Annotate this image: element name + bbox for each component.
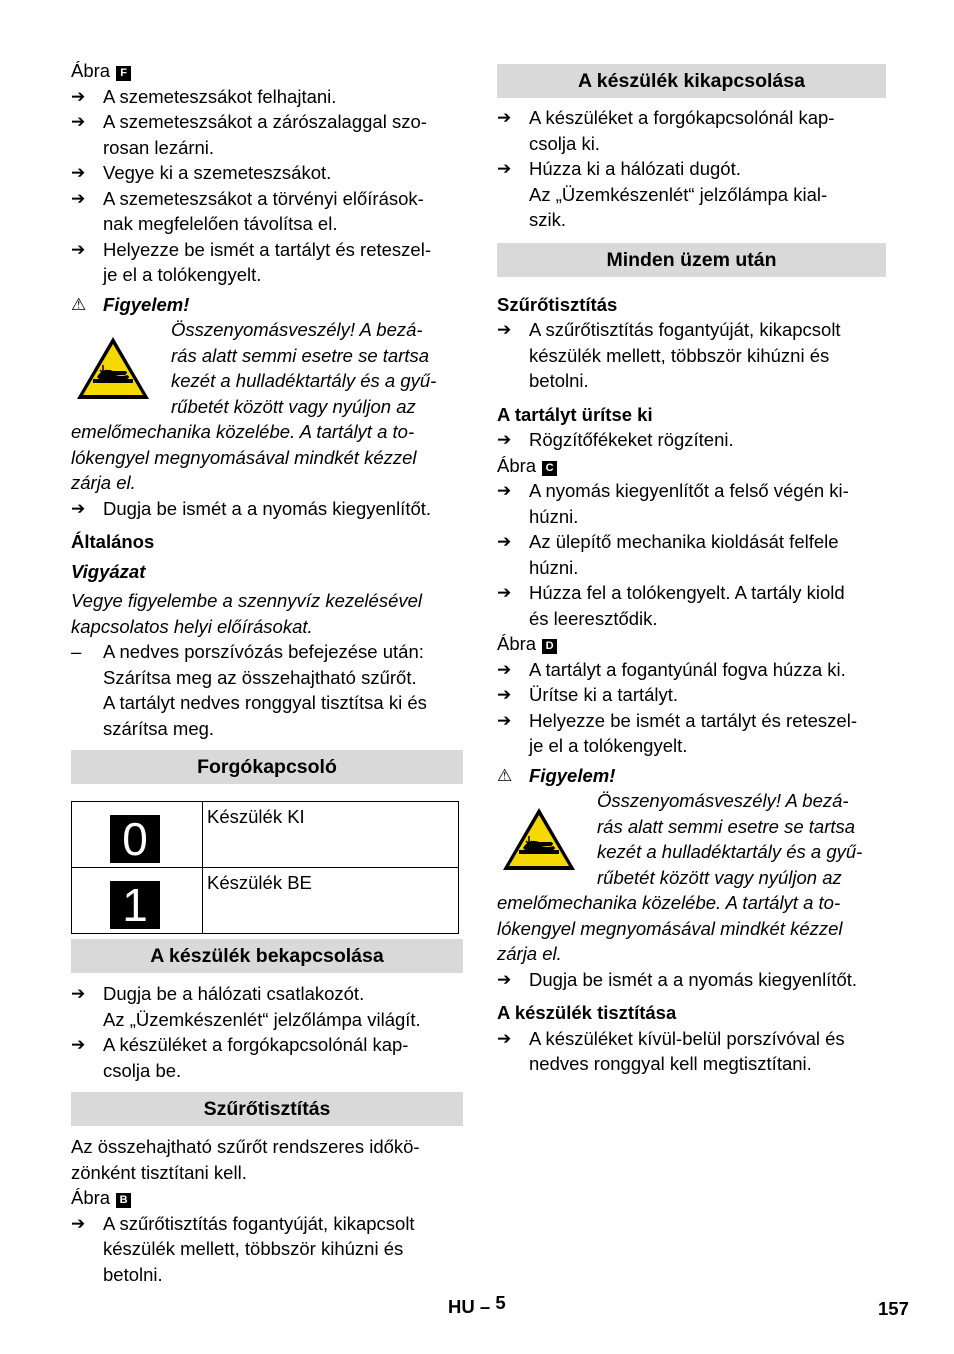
text-line: Dugja be a hálózati csatlakozót.: [103, 983, 365, 1004]
figure-ref-f: Ábra F: [71, 58, 463, 84]
text-line: Az „Üzemkészenlét“ jelzőlámpa világít.: [103, 1008, 421, 1030]
section-filter-cleaning: Szűrőtisztítás: [71, 1092, 463, 1126]
text-line: A szemeteszsákot a zárószalaggal szo-: [103, 111, 427, 132]
figure-ref-d: Ábra D: [497, 631, 886, 657]
text-line: Ürítse ki a tartályt.: [529, 684, 679, 705]
text-line: zönként tisztítani kell.: [71, 1161, 247, 1183]
text-line: készülék mellett, többször kihúzni és: [529, 344, 830, 366]
arrow-right-icon: ➔: [497, 430, 512, 449]
arrow-right-icon: ➔: [497, 532, 512, 551]
footer-language: HU – 5: [448, 1292, 506, 1317]
arrow-right-icon: ➔: [71, 112, 86, 131]
list-item: [71, 981, 463, 1032]
text-line: betolni.: [529, 370, 589, 391]
text-line: húzni.: [529, 505, 579, 527]
text-line: rosan lezárni.: [103, 136, 215, 158]
text-line: A készüléket a forgókapcsolónál kap-: [529, 107, 835, 128]
warning-body: [497, 788, 886, 967]
list-item: [71, 109, 463, 160]
table-row: [72, 802, 459, 868]
left-column: [71, 58, 463, 1287]
text-line: A szűrőtisztítás fogantyúját, kikapcsolt: [529, 319, 841, 340]
page-number: 157: [878, 1298, 909, 1319]
list-item: [497, 317, 886, 394]
arrow-right-icon: ➔: [71, 239, 86, 259]
section-switch: Forgókapcsoló: [71, 750, 463, 784]
text-line: Szárítsa meg az összehajtható szűrőt.: [103, 666, 417, 688]
arrow-right-icon: ➔: [497, 583, 512, 602]
section-after-operation: Minden üzem után: [497, 243, 886, 277]
list-item: [497, 682, 886, 708]
text-line: nak megfelelően távolítsa el.: [103, 213, 338, 234]
text-line: Helyezze be ismét a tartályt és reteszel-: [103, 238, 431, 260]
warning-text-line: lókengyel megnyomásával mindkét kézzel: [497, 917, 843, 939]
list-item: [71, 84, 463, 110]
warning-text-line: Összenyomásveszély! A bezá-: [171, 319, 423, 340]
list-item: [497, 105, 886, 156]
text-line: betolni.: [103, 1263, 163, 1285]
table-row: [72, 868, 459, 934]
text-line: je el a tolókengyelt.: [529, 735, 688, 756]
warning-text-line: emelőmechanika közelébe. A tartályt a to-: [497, 892, 841, 913]
text-line: Helyezze be ismét a tartályt és reteszel-: [529, 709, 857, 731]
switch-off-symbol: 0: [110, 815, 160, 863]
list-item: [497, 478, 886, 529]
switch-on-label: Készülék BE: [203, 868, 459, 934]
figure-letter-b: B: [116, 1193, 131, 1208]
figure-letter-f: F: [116, 66, 131, 81]
filter-intro: [71, 1134, 463, 1185]
arrow-right-icon: ➔: [71, 163, 86, 182]
text-line: készülék mellett, többször kihúzni és: [103, 1238, 404, 1259]
section-power-on: A készülék bekapcsolása: [71, 939, 463, 973]
text-line: A készüléket kívül-belül porszívóval és: [529, 1027, 845, 1049]
warning-text-line: zárja el.: [71, 472, 136, 493]
empty-container-heading: A tartályt ürítse ki: [497, 403, 653, 425]
text-line: húzni.: [529, 556, 579, 578]
list-item: [71, 1211, 463, 1288]
arrow-right-icon: ➔: [497, 1028, 512, 1048]
list-item: [71, 1032, 463, 1083]
arrow-right-icon: ➔: [497, 159, 512, 178]
warning-triangle-icon: ⚠: [71, 294, 87, 314]
dash-list-item: – A nedves porszívózás befejezése után: Szárítsa meg az összehajtható szűrőt. A tartályt nedves ronggyal tisztítsa ki és szárítsa meg.: [71, 639, 463, 741]
text-line: je el a tolókengyelt.: [103, 264, 262, 285]
warning-text-line: rás alatt semmi esetre se tartsa: [171, 344, 430, 366]
list-item: ➔ Dugja be ismét a a nyomás kiegyenlítőt.: [71, 496, 463, 522]
switch-on-symbol: 1: [110, 881, 160, 929]
list-item: [497, 1026, 886, 1077]
list-item: [497, 580, 886, 631]
list-item: [497, 657, 886, 683]
text-line: A tartályt a fogantyúnál fogva húzza ki.: [529, 658, 846, 680]
warning-text-line: lókengyel megnyomásával mindkét kézzel: [71, 446, 417, 468]
hand-crush-hazard-icon: [501, 806, 577, 872]
caution-text: [71, 588, 463, 639]
text-line: Az összehajtható szűrőt rendszeres időkö-: [71, 1136, 420, 1157]
caution-title: Vigyázat: [71, 560, 146, 582]
general-heading: Általános: [71, 531, 155, 552]
list-item: ➔ Dugja be ismét a a nyomás kiegyenlítőt.: [497, 967, 886, 993]
warning-text-line: kezét a hulladéktartály és a gyű-: [597, 841, 863, 862]
warning-text-line: zárja el.: [497, 943, 562, 964]
list-item: [71, 237, 463, 288]
figure-letter-c: C: [542, 461, 557, 476]
warning-text-line: rás alatt semmi esetre se tartsa: [597, 815, 856, 837]
text-line: A készüléket a forgókapcsolónál kap-: [103, 1034, 409, 1055]
right-column: [497, 64, 886, 1077]
power-off-steps: [497, 105, 886, 233]
warning-text-line: kezét a hulladéktartály és a gyű-: [171, 370, 437, 391]
warning-heading: ⚠ Figyelem!: [71, 292, 463, 318]
arrow-right-icon: ➔: [71, 498, 86, 518]
arrow-right-icon: ➔: [71, 1213, 86, 1233]
list-item: [71, 186, 463, 237]
arrow-right-icon: ➔: [497, 659, 512, 679]
list-item: [497, 156, 886, 233]
text-line: A tartályt nedves ronggyal tisztítsa ki és: [103, 692, 427, 713]
list-item: [71, 160, 463, 186]
switch-table: [71, 801, 459, 934]
warning-text-line: Összenyomásveszély! A bezá-: [597, 790, 849, 811]
list-item: ➔ Rögzítőfékeket rögzíteni.: [497, 427, 886, 453]
text-line: Vegye ki a szemeteszsákot.: [103, 162, 332, 183]
power-on-steps: [71, 981, 463, 1083]
arrow-right-icon: ➔: [497, 481, 512, 500]
text-line: Húzza fel a tolókengyelt. A tartály kiold: [529, 582, 845, 603]
text-line: Vegye figyelembe a szennyvíz kezelésével: [71, 590, 423, 611]
list-item: [497, 708, 886, 759]
warning-body: [71, 317, 463, 496]
text-line: A nedves porszívózás befejezése után:: [103, 641, 424, 662]
text-line: A nyomás kiegyenlítőt a felső végén ki-: [529, 480, 849, 501]
text-line: Az ülepítő mechanika kioldását felfele: [529, 531, 839, 552]
text-line: Húzza ki a hálózati dugót.: [529, 158, 741, 179]
warning-text-line: emelőmechanika közelébe. A tartályt a to-: [71, 421, 415, 442]
filter-heading: Szűrőtisztítás: [497, 293, 618, 315]
text-line: A szemeteszsákot felhajtani.: [103, 85, 337, 107]
arrow-right-icon: ➔: [497, 320, 512, 339]
bag-steps: [71, 84, 463, 288]
switch-off-label: Készülék KI: [203, 802, 459, 868]
text-line: A szemeteszsákot a törvényi előírások-: [103, 187, 424, 209]
figure-ref-c: Ábra C: [497, 453, 886, 479]
text-line: csolja ki.: [529, 132, 600, 154]
warning-text-line: rűbetét között vagy nyúljon az: [171, 395, 416, 417]
hand-crush-hazard-icon: [75, 335, 151, 401]
text-line: szik.: [529, 209, 566, 230]
figure-c-steps: [497, 478, 886, 631]
warning-triangle-icon: ⚠: [497, 765, 513, 785]
arrow-right-icon: ➔: [71, 188, 86, 208]
list-item: [497, 529, 886, 580]
arrow-right-icon: ➔: [497, 710, 512, 730]
arrow-right-icon: ➔: [71, 86, 86, 106]
warning-heading: ⚠ Figyelem!: [497, 763, 886, 789]
arrow-right-icon: ➔: [497, 108, 512, 127]
text-line: és leeresztődik.: [529, 607, 658, 629]
figure-d-steps: [497, 657, 886, 759]
arrow-right-icon: ➔: [71, 984, 86, 1003]
text-line: Az „Üzemkészenlét“ jelzőlámpa kial-: [529, 183, 828, 205]
warning-text-line: rűbetét között vagy nyúljon az: [597, 866, 842, 888]
text-line: szárítsa meg.: [103, 717, 215, 739]
text-line: nedves ronggyal kell megtisztítani.: [529, 1053, 812, 1074]
arrow-right-icon: ➔: [71, 1035, 86, 1054]
figure-letter-d: D: [542, 639, 557, 654]
cleaning-heading: A készülék tisztítása: [497, 1002, 677, 1023]
figure-ref-b: Ábra B: [71, 1185, 463, 1211]
text-line: kapcsolatos helyi előírásokat.: [71, 615, 313, 637]
arrow-right-icon: ➔: [497, 969, 512, 989]
text-line: A szűrőtisztítás fogantyúját, kikapcsolt: [103, 1212, 415, 1234]
text-line: csolja be.: [103, 1059, 182, 1081]
arrow-right-icon: ➔: [497, 685, 512, 704]
section-power-off: A készülék kikapcsolása: [497, 64, 886, 98]
